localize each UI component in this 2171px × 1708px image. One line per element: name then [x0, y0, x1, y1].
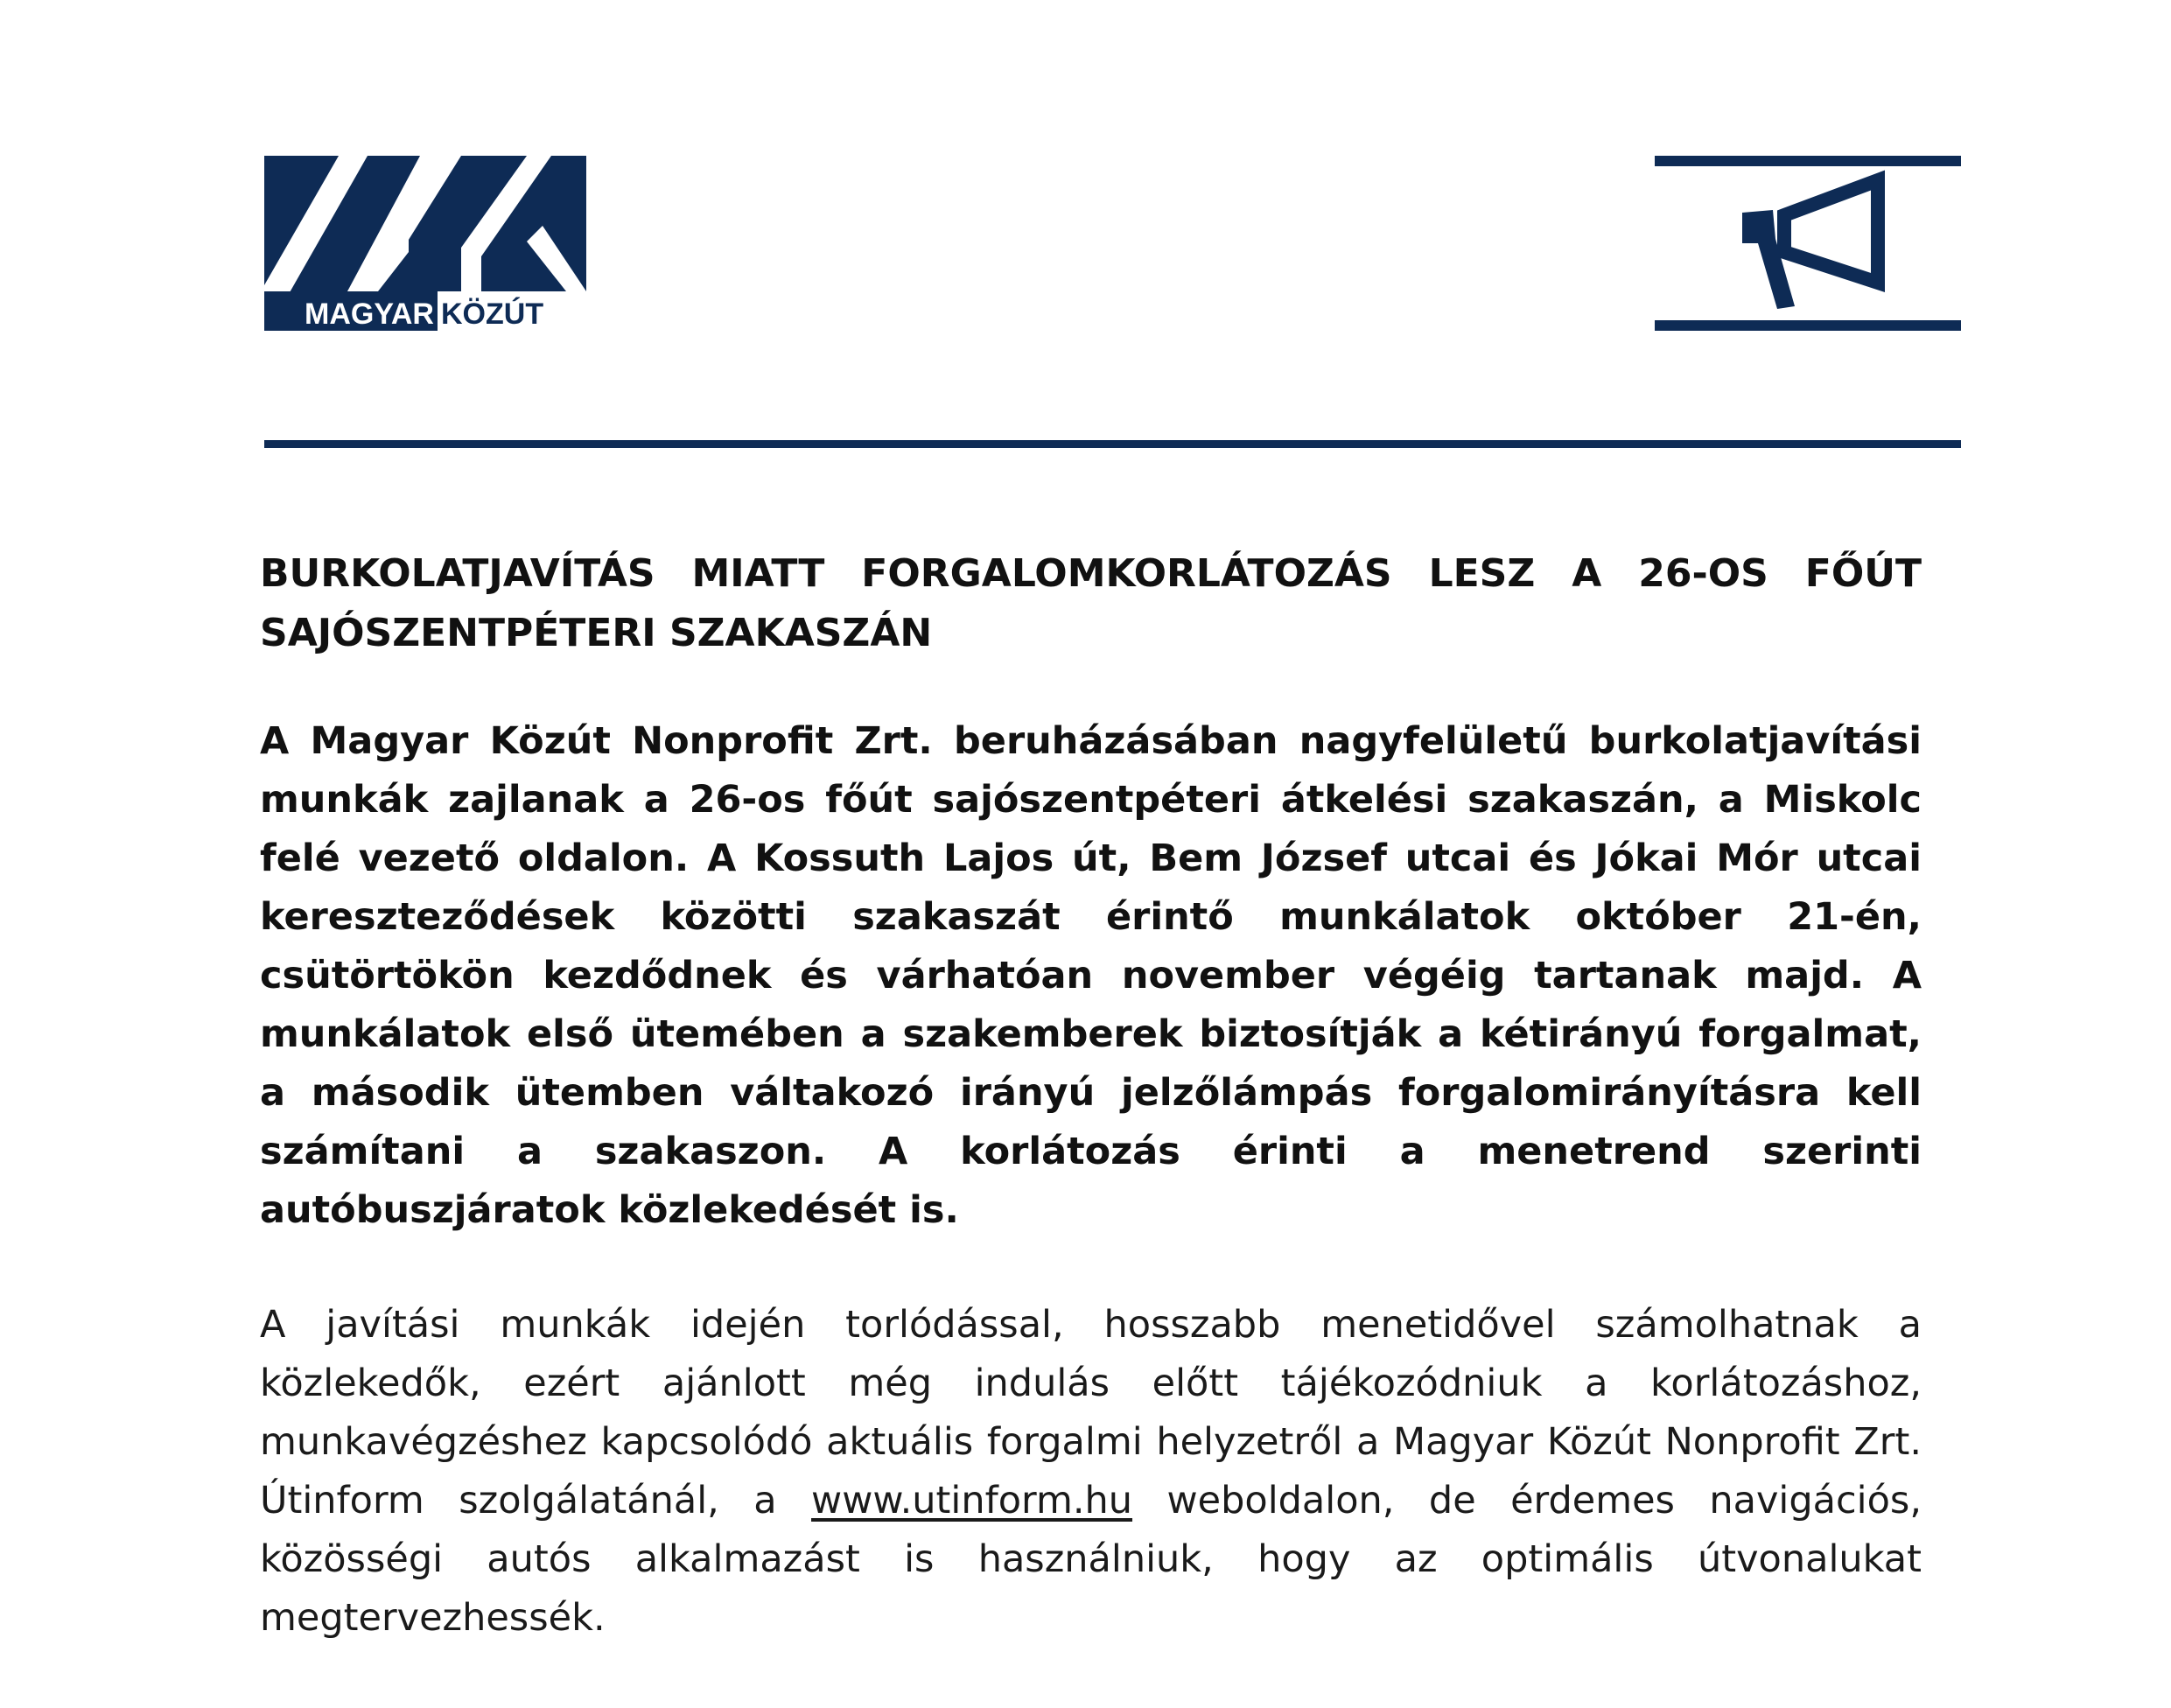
article-body-after-link: weboldalon, de érdemes navigációs, közösségi autós alkalmazást is használniuk, hogy az optimális útvonalukat megtervezhessék.	[260, 1479, 1922, 1640]
megaphone-icon	[1655, 156, 1961, 331]
header-divider	[264, 440, 1961, 448]
utinform-link[interactable]: www.utinform.hu	[811, 1479, 1133, 1522]
article-title: BURKOLATJAVÍTÁS MIATT FORGALOMKORLÁTOZÁS LESZ A 26-OS FŐÚT SAJÓSZENTPÉTERI SZAKASZÁN	[260, 551, 1922, 655]
article	[260, 544, 1922, 1648]
article-body-before-link: A javítási munkák idején torlódással, hosszabb menetidővel számolhatnak a közlekedők, ezért ajánlott még indulás előtt tájékozódniuk a korlátozáshoz, munkavégzéshez kapcsolódó aktuális forgalmi helyzetről a Magyar Közút Nonprofit Zrt. Útinform szolgálatánál, a	[260, 1303, 1922, 1522]
magyar-kozut-logo	[264, 156, 586, 331]
logo-text-magyar: MAGYAR	[305, 298, 434, 331]
article-lead: A Magyar Közút Nonprofit Zrt. beruházásában nagyfelületű burkolatjavítási munkák zajlanak a 26-os főút sajószentpéteri átkelési szakaszán, a Miskolc felé vezető oldalon. A Kossuth Lajos út, Bem József utcai és Jókai Mór utcai kereszteződések közötti szakaszát érintő munkálatok október 21-én, csütörtökön kezdődnek és várhatóan november végéig tartanak majd. A munkálatok első ütemében a szakemberek biztosítják a kétirányú forgalmat, a második ütemben váltakozó irányú jelzőlámpás forgalomirányításra kell számítani a szakaszon. A korlátozás érinti a menetrend szerinti autóbuszjáratok közlekedését is.	[260, 719, 1922, 1232]
logo-text-kozut: KÖZÚT	[441, 298, 544, 331]
article-body	[260, 1296, 1922, 1648]
logo-mark-icon	[264, 156, 586, 331]
